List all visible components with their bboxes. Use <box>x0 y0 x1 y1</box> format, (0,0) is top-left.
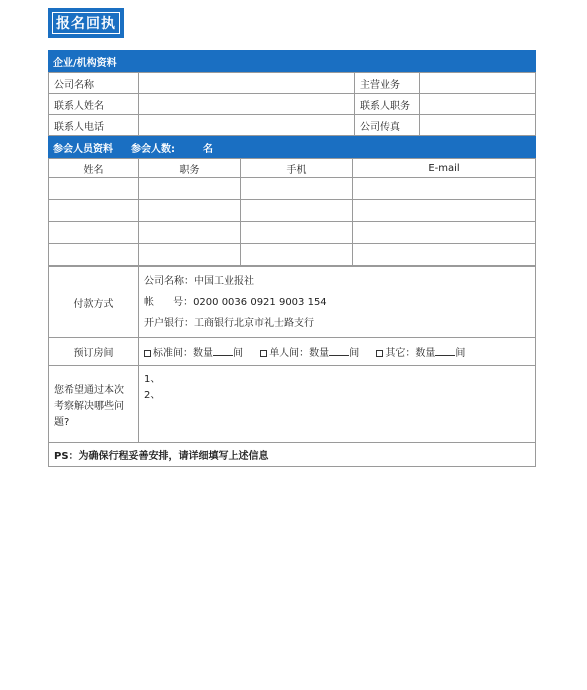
table-row <box>49 73 536 94</box>
table-row <box>49 244 536 266</box>
table-header-row <box>49 159 536 178</box>
attendee-table <box>48 158 536 266</box>
attendee-title-field[interactable] <box>139 178 241 200</box>
company-section-title: 企业/机构资料 <box>53 57 117 69</box>
attendee-mobile-field[interactable] <box>241 244 353 266</box>
attendee-section-header <box>48 136 536 158</box>
company-table <box>48 72 536 136</box>
attendee-mobile-field[interactable] <box>241 200 353 222</box>
company-section-header <box>48 50 536 72</box>
details-table <box>48 266 536 467</box>
other-room-quantity[interactable] <box>435 346 455 356</box>
column-header-mobile: 手机 <box>241 159 353 178</box>
attendee-mobile-field[interactable] <box>241 178 353 200</box>
company-fax-field[interactable] <box>420 115 536 136</box>
table-row <box>49 178 536 200</box>
company-fax-label: 公司传真 <box>355 115 420 136</box>
question-answers[interactable] <box>139 366 536 443</box>
form-title-badge <box>48 8 124 38</box>
other-room-option[interactable] <box>376 348 465 359</box>
attendee-mobile-field[interactable] <box>241 222 353 244</box>
attendee-email-field[interactable] <box>353 244 536 266</box>
table-row <box>49 115 536 136</box>
question-label: 您希望通过本次考察解决哪些问题? <box>49 366 139 443</box>
attendee-title-field[interactable] <box>139 244 241 266</box>
attendee-name-field[interactable] <box>49 200 139 222</box>
attendee-email-field[interactable] <box>353 200 536 222</box>
contact-phone-field[interactable] <box>139 115 355 136</box>
answer-item-2: 2、 <box>144 390 161 401</box>
attendee-title-field[interactable] <box>139 200 241 222</box>
contact-name-field[interactable] <box>139 94 355 115</box>
table-row <box>49 94 536 115</box>
attendee-email-field[interactable] <box>353 222 536 244</box>
ps-note: PS：为确保行程妥善安排，请详细填写上述信息 <box>49 443 536 467</box>
contact-title-field[interactable] <box>420 94 536 115</box>
single-room-label: 单人间：数量 <box>269 348 330 359</box>
column-header-email: E-mail <box>353 159 536 178</box>
contact-name-label: 联系人姓名 <box>49 94 139 115</box>
payment-company: 公司名称：中国工业报社 <box>144 275 254 287</box>
room-row <box>49 338 536 366</box>
other-room-checkbox[interactable] <box>376 350 383 357</box>
payment-row <box>49 267 536 338</box>
column-header-title: 职务 <box>139 159 241 178</box>
attendee-email-field[interactable] <box>353 178 536 200</box>
company-name-field[interactable] <box>139 73 355 94</box>
payment-account: 帐 号：0200 0036 0921 9003 154 <box>144 296 327 308</box>
column-header-name: 姓名 <box>49 159 139 178</box>
question-row <box>49 366 536 443</box>
standard-room-checkbox[interactable] <box>144 350 151 357</box>
main-business-field[interactable] <box>420 73 536 94</box>
contact-phone-label: 联系人电话 <box>49 115 139 136</box>
attendee-count-unit: 名 <box>203 143 213 155</box>
single-room-checkbox[interactable] <box>260 350 267 357</box>
attendee-name-field[interactable] <box>49 244 139 266</box>
company-name-label: 公司名称 <box>49 73 139 94</box>
attendee-count-label: 参会人数: <box>131 143 175 155</box>
other-room-label: 其它：数量 <box>385 348 436 359</box>
standard-room-quantity[interactable] <box>213 346 233 356</box>
contact-title-label: 联系人职务 <box>355 94 420 115</box>
attendee-name-field[interactable] <box>49 178 139 200</box>
standard-room-option[interactable] <box>144 348 246 359</box>
form-title: 报名回执 <box>52 12 120 34</box>
payment-label: 付款方式 <box>49 267 139 338</box>
table-row <box>49 222 536 244</box>
main-business-label: 主营业务 <box>355 73 420 94</box>
attendee-name-field[interactable] <box>49 222 139 244</box>
payment-info <box>139 267 536 338</box>
room-options <box>139 338 536 366</box>
single-room-option[interactable] <box>260 348 362 359</box>
registration-form <box>48 50 536 467</box>
attendee-title-field[interactable] <box>139 222 241 244</box>
answer-item-1: 1、 <box>144 374 161 385</box>
other-room-unit: 间 <box>455 348 466 359</box>
attendee-section-title: 参会人员资料 <box>53 143 113 155</box>
single-room-quantity[interactable] <box>329 346 349 356</box>
payment-bank: 开户银行：工商银行北京市礼士路支行 <box>144 317 314 329</box>
table-row <box>49 200 536 222</box>
single-room-unit: 间 <box>349 348 360 359</box>
standard-room-label: 标准间：数量 <box>153 348 213 359</box>
room-label: 预订房间 <box>49 338 139 366</box>
ps-row <box>49 443 536 467</box>
standard-room-unit: 间 <box>233 348 243 359</box>
